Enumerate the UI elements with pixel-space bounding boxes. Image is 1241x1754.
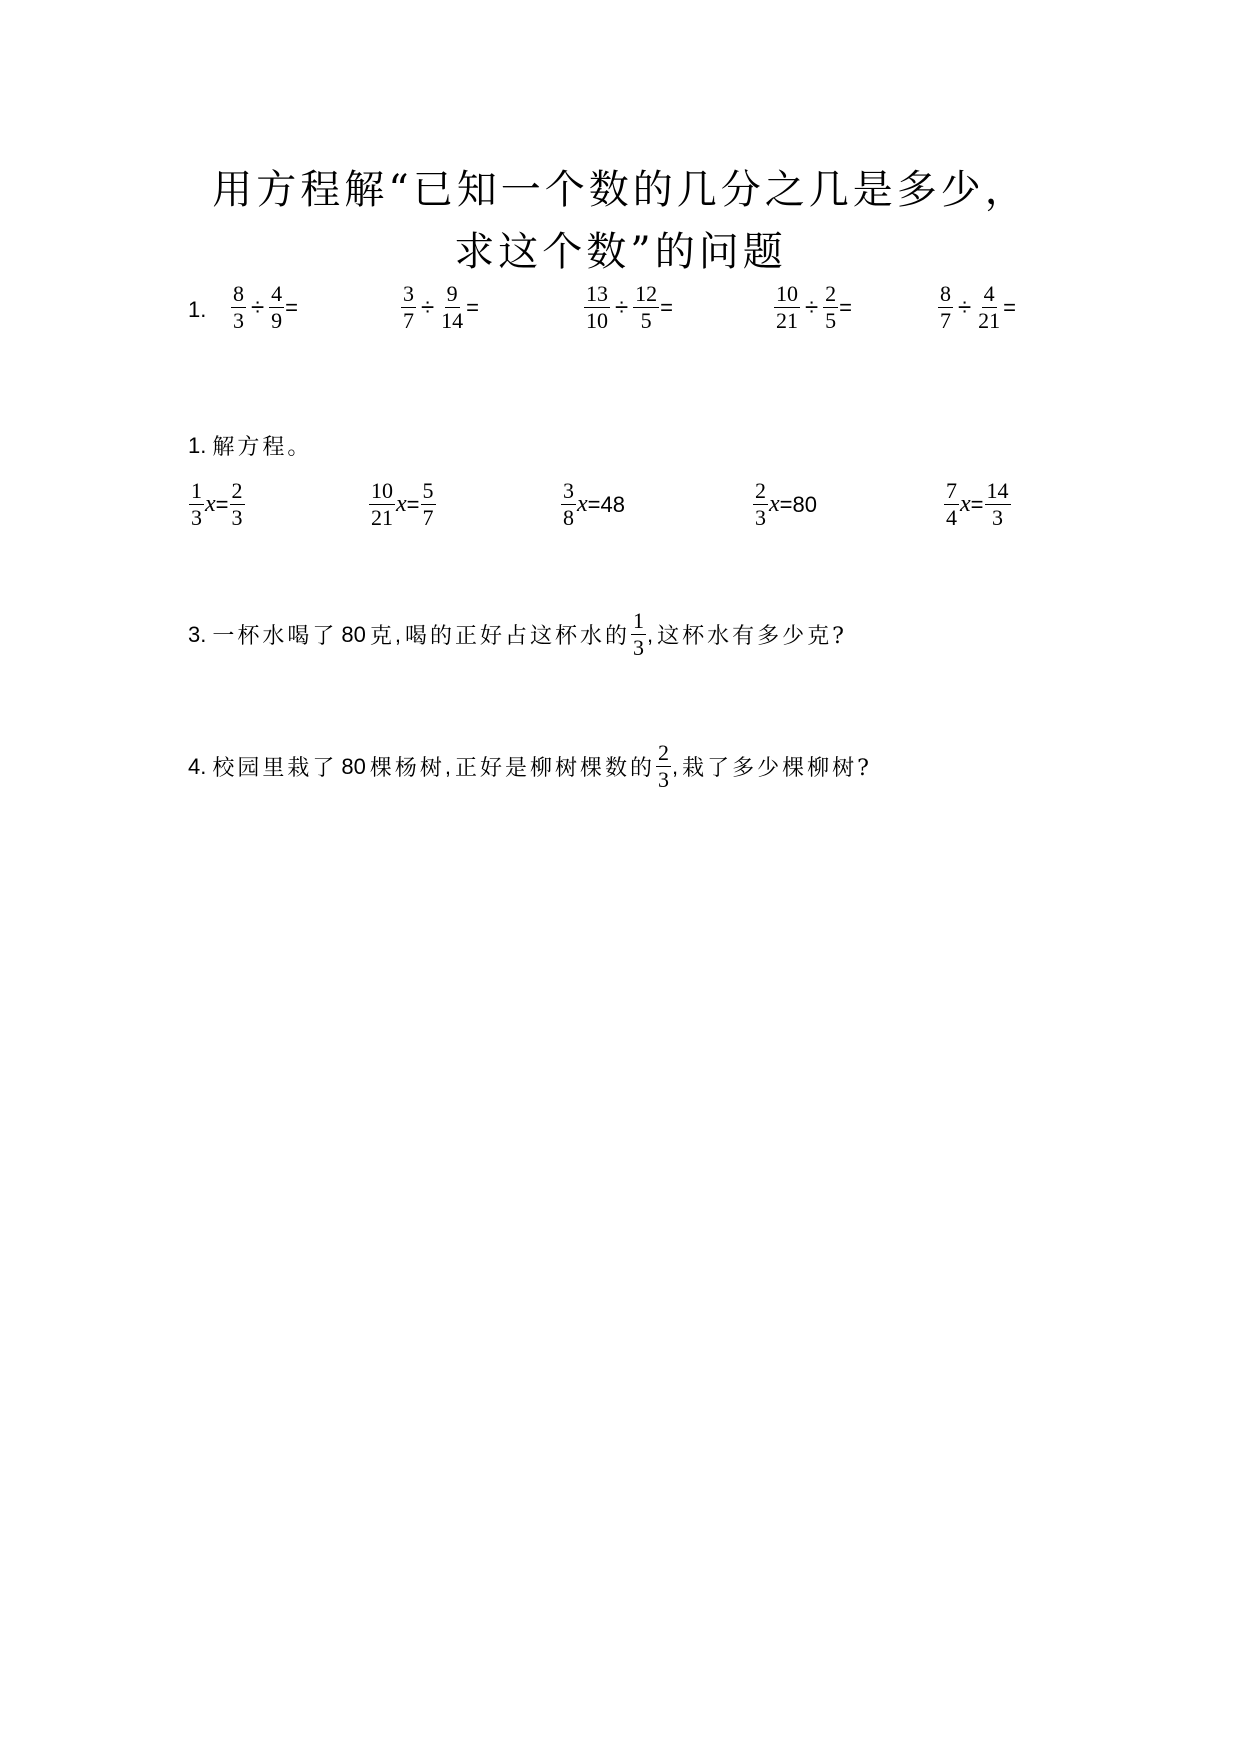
equals-sign: = [839,294,853,320]
fraction: $\frac{2}{5}$ [825,281,837,333]
fraction: $\frac{8}{7}$ [940,281,951,333]
division-exercise [937,283,1016,332]
section-number: 1. [188,297,207,322]
fraction: $\frac{1}{3}$ [191,478,202,530]
equals-sign: = [406,491,420,517]
variable: x [577,491,588,517]
equation [752,480,817,529]
division-exercise [230,283,298,332]
division-exercise-row [0,283,1241,353]
problem-number: 4. [188,753,207,779]
variable: x [960,491,971,517]
variable: x [205,491,216,517]
equals-sign: = [215,491,229,517]
fraction: $\frac{4}{21}$ [978,281,1001,333]
word-problem-3 [188,610,847,659]
equation-row [0,480,1241,550]
problem-text: 校园里栽了 [212,756,338,781]
divide-sign: ÷ [251,293,265,321]
problem-text: 这杯水有多少克? [657,624,847,649]
comma: , [394,621,401,647]
equals-sign: = [1003,294,1017,320]
word-problem-4 [188,742,872,791]
problem-number-value: 80 [341,753,366,779]
comma: , [647,621,654,647]
section-number: 1. [188,432,207,458]
fraction: $\frac{3}{8}$ [563,478,574,530]
problem-number: 3. [188,621,207,647]
fraction: $\frac{10}{21}$ [776,281,798,333]
problem-text: 喝的正好占这杯水的 [405,624,631,649]
equation [560,480,625,529]
variable: x [769,491,780,517]
comma: , [444,753,451,779]
equals-sign: = [970,491,984,517]
fraction: $\frac{3}{7}$ [403,281,414,333]
divide-sign: ÷ [615,293,629,321]
division-exercise [773,283,852,332]
equals-sign: = [587,491,601,517]
equation-rhs: 48 [600,491,625,517]
section-heading-text: 解方程。 [212,435,313,460]
equation [188,480,246,529]
fraction: $\frac{4}{9}$ [271,281,283,333]
problem-text: 正好是柳树棵数的 [455,756,656,781]
fraction: $\frac{13}{10}$ [586,281,608,333]
fraction: $\frac{14}{3}$ [986,478,1009,530]
divide-sign: ÷ [421,293,435,321]
divide-sign: ÷ [958,293,972,321]
equals-sign: = [779,491,793,517]
division-exercise [583,283,673,332]
equals-sign: = [660,294,674,320]
divide-sign: ÷ [805,293,819,321]
division-exercise [400,283,479,332]
fraction: $\frac{5}{7}$ [422,478,434,530]
fraction: $\frac{2}{3}$ [658,740,670,792]
fraction: $\frac{8}{3}$ [233,281,244,333]
variable: x [396,491,407,517]
page-title-line1: 用方程解“已知一个数的几分之几是多少， [212,167,1029,213]
equation [943,480,1012,529]
problem-number-value: 80 [341,621,366,647]
equals-sign: = [285,294,299,320]
fraction: $\frac{7}{4}$ [946,478,957,530]
problem-text: 一杯水喝了 [212,624,338,649]
problem-text: 栽了多少棵柳树? [682,756,872,781]
problem-text: 棵杨树 [369,756,445,781]
equals-sign: = [466,294,480,320]
fraction: $\frac{1}{3}$ [633,608,645,660]
equation [368,480,437,529]
fraction: $\frac{2}{3}$ [755,478,766,530]
fraction: $\frac{2}{3}$ [231,478,243,530]
equation-rhs: 80 [792,491,817,517]
fraction: $\frac{12}{5}$ [635,281,658,333]
comma: , [672,753,679,779]
fraction: $\frac{9}{14}$ [441,281,464,333]
page-title-line2: 求这个数”的问题 [454,229,787,275]
problem-text: 克 [369,624,395,649]
section-heading [188,430,312,461]
fraction: $\frac{10}{21}$ [371,478,393,530]
